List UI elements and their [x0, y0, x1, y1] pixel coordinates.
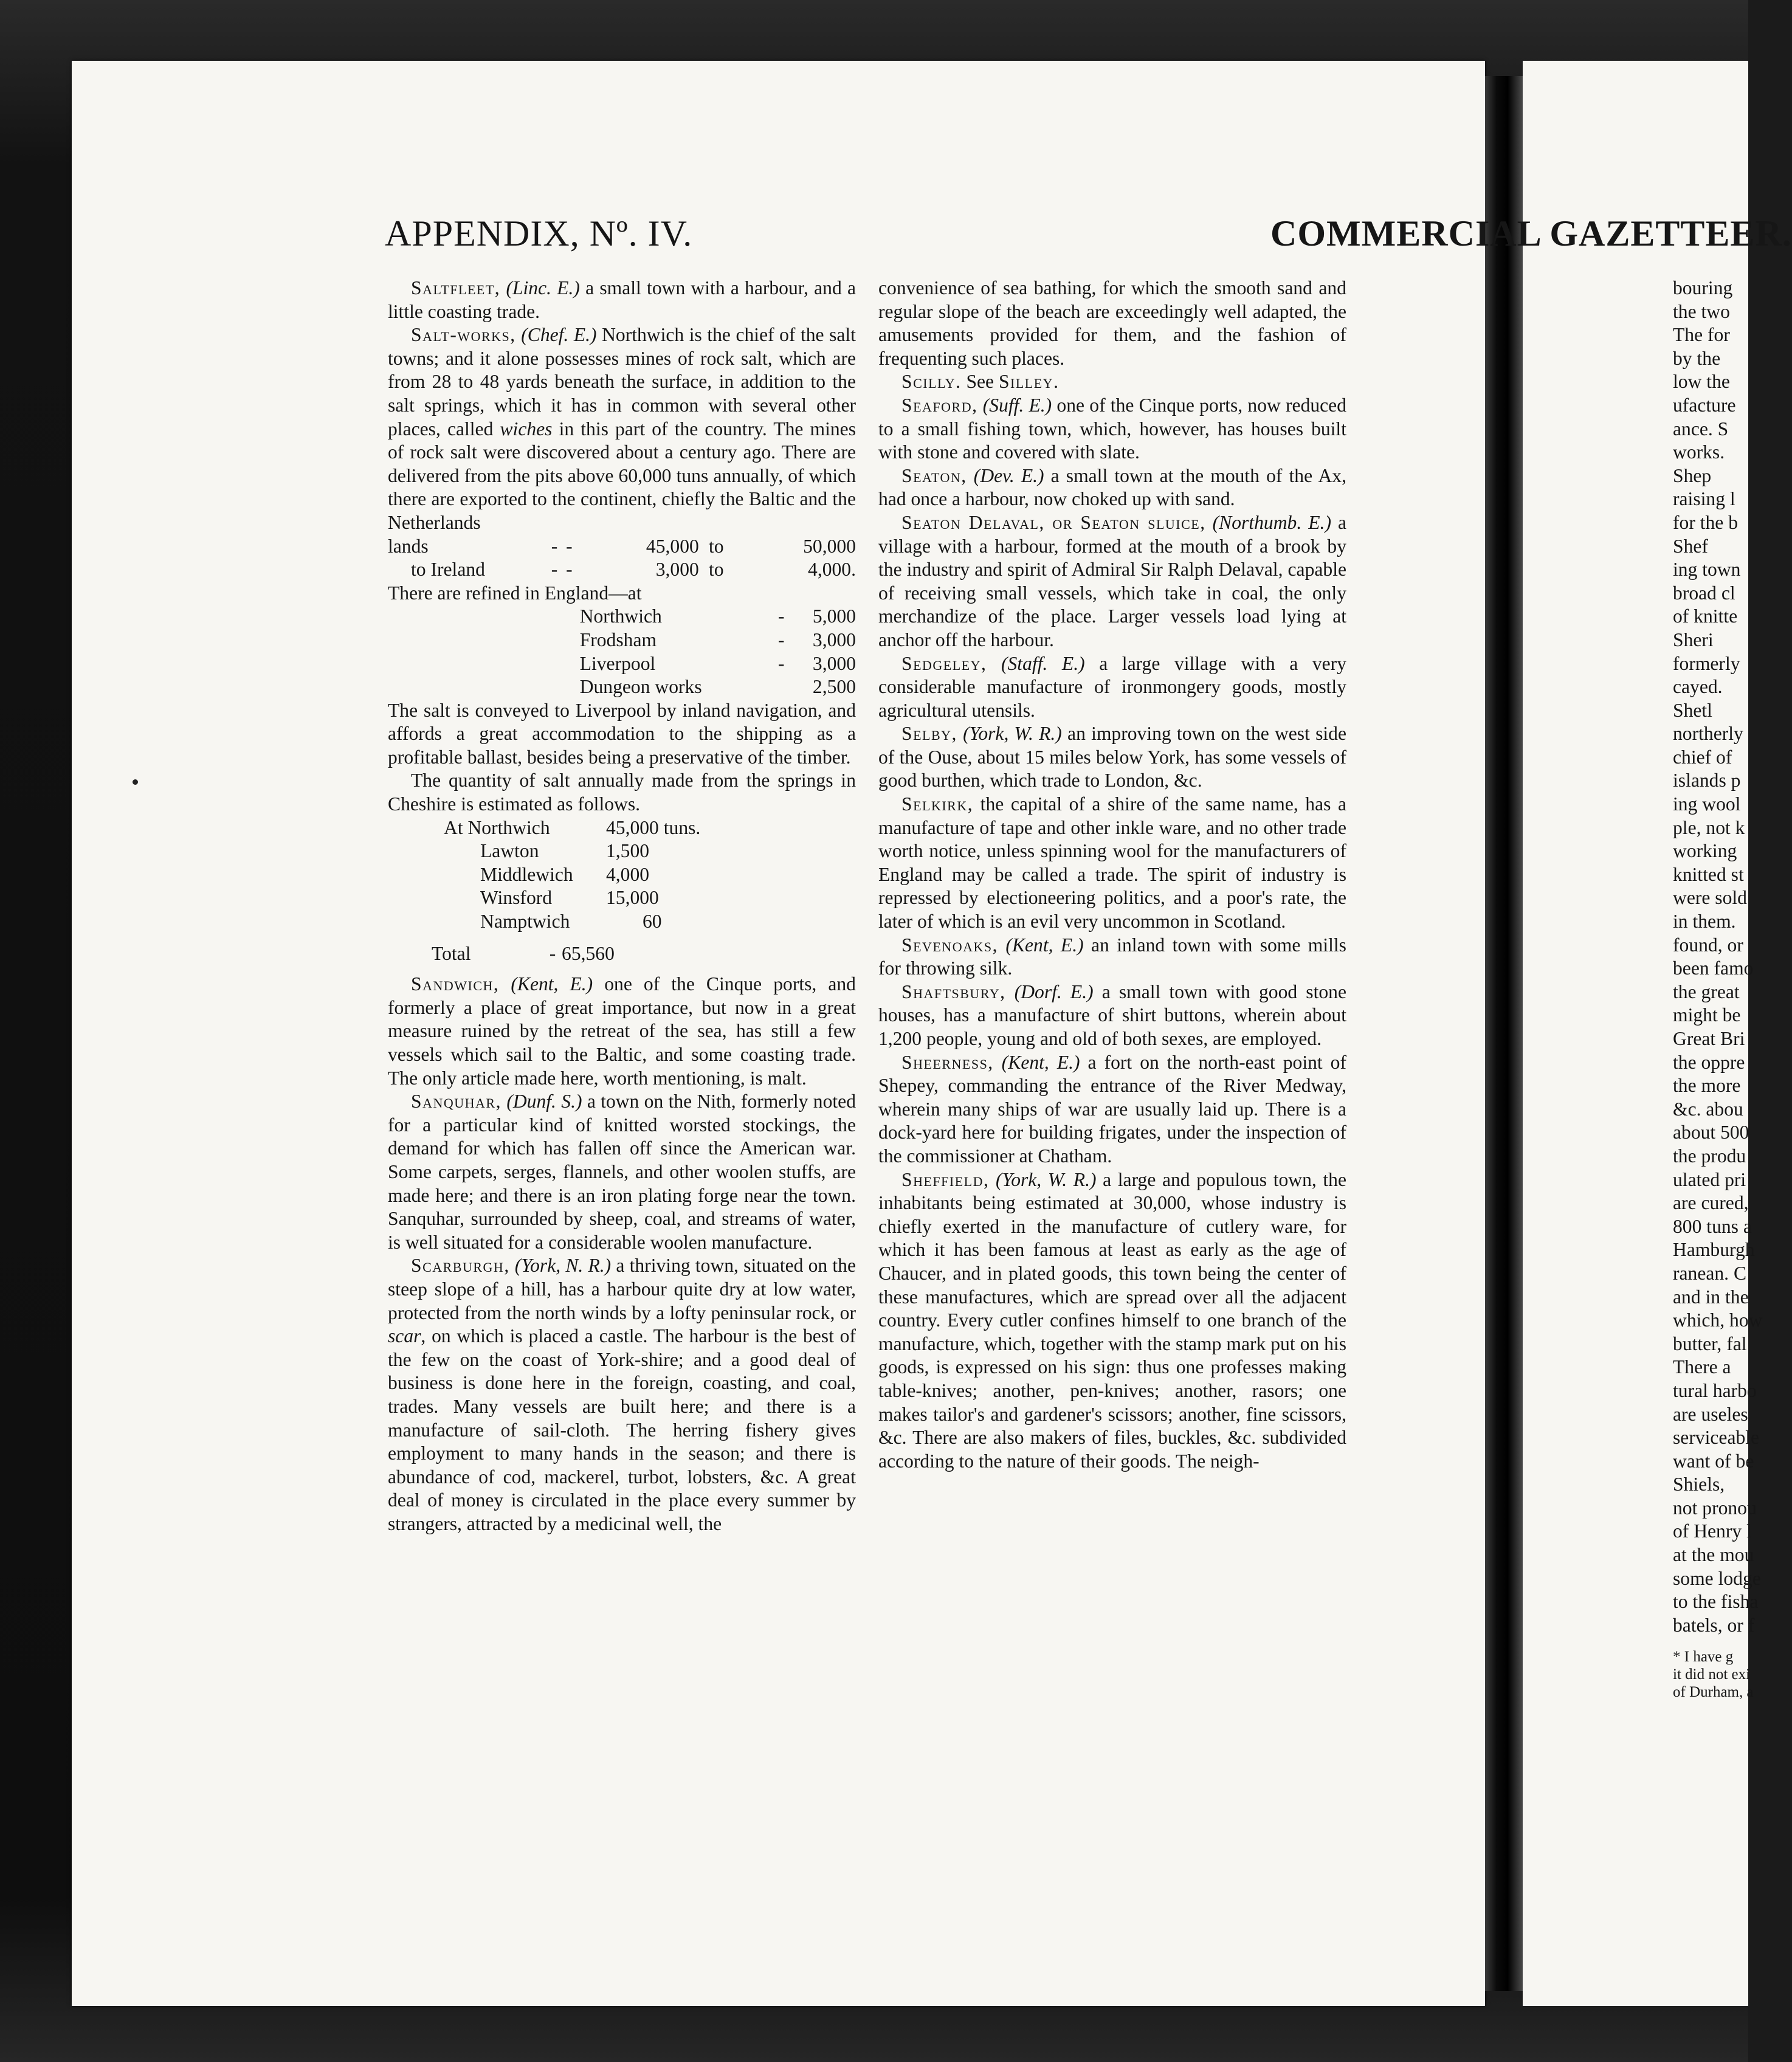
quantity-table: [444, 816, 725, 934]
refined-place: Liverpool: [579, 652, 656, 674]
dash: -: [549, 942, 556, 964]
entry-seaton: [878, 464, 1346, 511]
export-row: [388, 558, 856, 582]
locality: (Dev. E.): [973, 464, 1044, 486]
export-to-word: to: [708, 535, 724, 557]
text-column-2: [878, 277, 1346, 1473]
cropped-line: knitted st: [1673, 863, 1744, 885]
entry-scilly: [878, 370, 1346, 394]
entry-text: the capital of a shire of the same name, has a manufacture of tape and other inkle ware, and no other trade worth notice, unless spinning wool for the manufacturers of England may be called a trade. The spirit of industry is repressed by electioneering politics, and a poor's rate, the later of which is an evil very uncommon in Scotland.: [878, 793, 1346, 933]
footnote-line: of Durham, a: [1673, 1684, 1754, 1701]
cropped-line: to the fisha: [1673, 1591, 1759, 1613]
quantity-place: At Northwich: [444, 816, 550, 838]
entry-text: one of the Cinque ports, now reduced to a small fishing town, which, however, has houses built with stone and covered with slate.: [878, 394, 1347, 463]
cropped-line: ulated pri: [1673, 1168, 1746, 1190]
cropped-line: serviceable: [1673, 1427, 1760, 1449]
text-column-1: [388, 277, 856, 1536]
dash: -: [777, 652, 785, 674]
entry-sheerness: [878, 1051, 1346, 1168]
entry-selkirk: [878, 793, 1346, 934]
cropped-line: of knitte: [1673, 605, 1738, 627]
quantity-row: [444, 816, 725, 840]
cropped-line: chief of: [1673, 746, 1732, 768]
cropped-line: which, how: [1673, 1309, 1763, 1331]
cropped-line: low the: [1673, 371, 1730, 393]
refined-place: Dungeon works: [579, 676, 702, 698]
headword: Seaford,: [901, 394, 978, 416]
refined-value: 2,500: [812, 676, 856, 698]
cropped-line: about 500: [1673, 1122, 1749, 1143]
headword: Sheerness,: [901, 1051, 994, 1073]
entry-text: an improving town on the west side of the Ouse, about 15 miles below York, has some vessels of good burthen, which trade to London, &c.: [878, 723, 1346, 791]
total-row: [432, 942, 712, 966]
entry-salt-works: [388, 323, 856, 534]
entry-text: Northwich is the chief of the salt towns; and it alone possesses mines of rock salt, which are from 28 to 48 yards beneath the surface, in addition to the salt springs, which it has in common with several other places, called: [388, 324, 856, 440]
entry-text: a fort on the north-east point of Shepey, commanding the entrance of the River Medway, wherein many ships of war are usually laid up. There is a dock-yard here for building frigates, under the inspection of the commissioner at Chatham.: [878, 1051, 1346, 1167]
headword: Sevenoaks,: [901, 934, 999, 956]
locality: (Linc. E.): [506, 277, 580, 298]
locality: (York, N. R.): [514, 1255, 612, 1277]
italic-term: wiches: [500, 418, 553, 440]
locality: (Dunf. S.): [506, 1091, 582, 1112]
cropped-line: were sold: [1673, 887, 1747, 909]
refined-row: [388, 605, 856, 629]
cropped-lines: [1673, 277, 1763, 1637]
entry-shaftsbury: [878, 981, 1346, 1051]
entry-sedgeley: [878, 652, 1346, 723]
cropped-line: ranean. C: [1673, 1262, 1747, 1284]
cropped-line: Sheri: [1673, 629, 1714, 650]
dash: [776, 675, 787, 699]
entry-seaton-delaval: [878, 511, 1346, 652]
paragraph: The salt is conveyed to Liverpool by inland navigation, and affords a great accommodation to the shipping as a profitable ballast, besides being a preservative of the timber.: [388, 699, 856, 768]
headword: Sheffield,: [901, 1168, 990, 1190]
quantity-row: [444, 863, 725, 887]
cropped-line: works.: [1673, 441, 1725, 463]
cropped-line: in them.: [1673, 911, 1736, 933]
refined-place: Frodsham: [579, 629, 657, 650]
cropped-line: want of be: [1673, 1450, 1754, 1472]
entry-sevenoaks: [878, 934, 1346, 981]
cropped-line: The for: [1673, 324, 1730, 346]
headword: Selby,: [901, 723, 957, 745]
entry-seaford: [878, 394, 1346, 464]
cropped-line: ing town: [1673, 559, 1741, 581]
locality: (Staff. E.): [1001, 652, 1085, 674]
page-header-left: APPENDIX, Nº. IV.: [385, 213, 693, 253]
export-to: 50,000: [803, 535, 856, 557]
headword: Seaton,: [901, 464, 967, 486]
cropped-line: some lodge: [1673, 1567, 1761, 1589]
quantity-value: 4,000: [605, 863, 650, 885]
entry-selby: [878, 722, 1346, 793]
cropped-line: ing wool: [1673, 793, 1741, 815]
locality: (York, W. R.): [963, 723, 1062, 745]
total-value: 65,560: [562, 942, 615, 964]
continued-paragraph: convenience of sea bathing, for which the smooth sand and regular slope of the beach are exceedingly well adapted, the amusements provided for them, and the fashion of frequenting such places.: [878, 277, 1346, 369]
footnote-line: it did not exi: [1673, 1666, 1751, 1683]
headword: Sandwich,: [411, 973, 500, 995]
refined-value: 5,000: [812, 605, 856, 627]
export-label: to Ireland: [411, 559, 485, 581]
cropped-line: are cured,: [1673, 1192, 1749, 1214]
cropped-line: Shetl: [1673, 699, 1712, 721]
export-label: lands: [388, 535, 429, 557]
cropped-line: formerly: [1673, 652, 1740, 674]
locality: (Chef. E.): [521, 324, 597, 346]
locality: (Kent, E.): [1001, 1051, 1080, 1073]
cropped-line: bouring: [1673, 277, 1733, 298]
cropped-line: ple, not k: [1673, 816, 1745, 838]
cropped-line: Great Bri: [1673, 1028, 1745, 1049]
entry-scarburgh: [388, 1254, 856, 1536]
headword: Shaftsbury,: [901, 981, 1006, 1002]
headword: Sedgeley,: [901, 652, 987, 674]
quantity-value: 1,500: [605, 840, 650, 862]
headword: Salt-works,: [411, 324, 516, 346]
cropped-line: of Henry l: [1673, 1520, 1752, 1542]
quantity-place: Winsford: [480, 887, 553, 909]
entry-sheffield: [878, 1168, 1346, 1474]
cropped-line: batels, or f: [1673, 1614, 1755, 1636]
cross-reference: Silley.: [998, 371, 1060, 393]
cropped-line: ance. S: [1673, 418, 1729, 440]
cropped-line: the produ: [1673, 1145, 1746, 1167]
locality: (Kent, E.): [1005, 934, 1084, 956]
entry-text: a village with a harbour, formed at the mouth of a brook by the industry and spirit of Admiral Sir Ralph Delaval, capable of receiving small vessels, which take in coal, the only merchandize of the place. Larger vessels load lying at anchor off the harbour.: [878, 511, 1347, 650]
locality: (Dorf. E.): [1014, 981, 1094, 1002]
headword: Selkirk,: [901, 793, 974, 815]
text-column-3-cropped: [1673, 277, 1763, 1701]
cropped-line: the more: [1673, 1075, 1741, 1097]
cropped-line: raising l: [1673, 488, 1735, 510]
export-table: [388, 535, 856, 582]
refined-value: 3,000: [812, 629, 856, 650]
cropped-line: might be: [1673, 1004, 1741, 1026]
headword: Seaton Delaval, or Seaton sluice,: [901, 511, 1206, 533]
entry-text: one of the Cinque ports, and formerly a place of great importance, but now in a great measure ruined by the retreat of the sea, has still a few vessels which sail to the Baltic, and some coasting trade. The only article made here, worth mentioning, is malt.: [388, 973, 856, 1089]
entry-text: a thriving town, situated on the steep slope of a hill, has a harbour quite dry at low water, protected from the north winds by a lofty peninsular rock, or: [388, 1255, 856, 1323]
cropped-line: found, or: [1673, 934, 1743, 956]
entry-text: a small town with a harbour, and a little coasting trade.: [388, 277, 856, 322]
footnote-line: * I have g: [1673, 1649, 1734, 1666]
entry-sandwich: [388, 973, 856, 1090]
entry-text: in this part of the country. The mines of rock salt were discovered about a century ago. There are delivered from the pits above 60,000 tuns annually, of which there are exported to the continent, chiefly the Baltic and the Netherlands: [388, 418, 856, 533]
refined-row: [388, 675, 856, 699]
refined-intro: There are refined in England—at: [388, 582, 642, 604]
cropped-line: butter, fal: [1673, 1333, 1747, 1354]
dash: -: [777, 629, 785, 650]
quantity-row: [444, 840, 725, 863]
ink-speck: [133, 779, 138, 785]
headword: Sanquhar,: [411, 1091, 501, 1112]
export-to-word: to: [708, 559, 724, 581]
cropped-line: ufacture: [1673, 394, 1736, 416]
cropped-line: by the: [1673, 347, 1721, 369]
book-gutter: [1485, 76, 1523, 1991]
quantity-place: Namptwich: [480, 911, 570, 933]
entry-text: , on which is placed a castle. The harbour is the best of the few on the coast of York-shire; and a good deal of business is done here in the foreign, coasting, and coal, trades. Many vessels are built here; and there is a manufacture of sail-cloth. The herring fishery gives employment to many hands in the season; and there is abundance of cod, mackerel, turbot, lobsters, &c. A great deal of money is circulated in the place every summer by strangers, attracted by a medicinal well, the: [388, 1325, 856, 1534]
dash: -: [777, 605, 785, 627]
refined-value: 3,000: [812, 652, 856, 674]
entry-saltfleet: [388, 277, 856, 323]
cropped-line: the two: [1673, 300, 1730, 322]
cropped-line: been famo: [1673, 957, 1754, 979]
cropped-line: Hamburgh: [1673, 1239, 1755, 1261]
entry-text: See: [961, 371, 999, 393]
cropped-line: cayed.: [1673, 676, 1723, 698]
entry-text: a large and populous town, the inhabitants being estimated at 30,000, whose industry is chiefly exerted in the manufacture of cutlery ware, for which it has been famous at least as early as the age of Chaucer, and in plated goods, this town being the center of these manufactures, which are spread over all the adjacent country. Every cutler confines himself to one branch of the manufacture, which, together with the stamp mark put on his goods, is expressed on his sign: thus one professes making table-knives; another, pen-knives; another, rasors; one makes tailor's and gardener's scissors; another, fine scissors, &c. There are also makers of files, buckles, &c. subdivided according to the nature of their goods. The neigh-: [878, 1168, 1347, 1472]
cropped-line: There a: [1673, 1356, 1731, 1378]
paragraph: The quantity of salt annually made from the springs in Cheshire is estimated as follows.: [388, 770, 856, 815]
cropped-line: Shef: [1673, 535, 1708, 557]
refined-row: [388, 652, 856, 676]
cropped-line: for the b: [1673, 511, 1739, 533]
cropped-line: the oppre: [1673, 1051, 1745, 1073]
cropped-line: northerly: [1673, 723, 1743, 745]
locality: (Northumb. E.): [1212, 511, 1331, 533]
headword: Scarburgh,: [411, 1255, 510, 1277]
export-from: 45,000: [646, 535, 699, 557]
cropped-line: and in the: [1673, 1286, 1749, 1308]
refined-table: [388, 605, 856, 698]
locality: (Kent, E.): [511, 973, 593, 995]
quantity-place: Middlewich: [480, 863, 573, 885]
quantity-value: 60: [642, 911, 662, 933]
refined-row: [388, 629, 856, 652]
entry-text: a small town at the mouth of the Ax, had once a harbour, now choked up with sand.: [878, 464, 1346, 510]
entry-text: a small town with good stone houses, has a manufacture of shirt buttons, wherein about 1,200 people, young and old of both sexes, are employed.: [878, 981, 1346, 1049]
cropped-line: are useles: [1673, 1403, 1748, 1425]
cropped-line: working: [1673, 840, 1737, 862]
quantity-value: 45,000 tuns.: [605, 816, 701, 838]
page-header-right: COMMERCIAL GAZETTEER.: [1270, 213, 1792, 253]
headword: Saltfleet,: [411, 277, 501, 298]
quantity-row: [444, 886, 725, 910]
export-to: 4,000.: [808, 559, 856, 581]
cropped-line: Shep: [1673, 464, 1712, 486]
entry-text: an inland town with some mills for throwing silk.: [878, 934, 1346, 979]
export-row: [388, 535, 856, 559]
dash: -: [551, 559, 558, 581]
locality: (York, W. R.): [996, 1168, 1097, 1190]
dash: -: [566, 535, 573, 557]
dash: -: [566, 559, 573, 581]
entry-text: a town on the Nith, formerly noted for a particular kind of knitted worsted stockings, the demand for which has fallen off since the American war. Some carpets, serges, flannels, and other woolen stuffs, are made here; and there is an iron plating forge near the town. Sanquhar, surrounded by sheep, coal, and streams of water, is well situated for a considerable woolen manufacture.: [388, 1091, 856, 1253]
cropped-line: islands p: [1673, 770, 1741, 791]
export-from: 3,000: [655, 559, 699, 581]
italic-term: scar: [388, 1325, 421, 1347]
cropped-line: 800 tuns a: [1673, 1215, 1752, 1237]
cropped-line: at the mou: [1673, 1544, 1754, 1566]
cropped-line: tural harbo: [1673, 1379, 1757, 1401]
entry-text: a large village with a very considerable manufacture of ironmongery goods, mostly agricultural utensils.: [878, 652, 1346, 721]
cropped-line: the great: [1673, 981, 1740, 1002]
cropped-line: &c. abou: [1673, 1098, 1743, 1120]
cropped-line: Shiels,: [1673, 1474, 1725, 1495]
locality: (Suff. E.): [982, 394, 1052, 416]
quantity-row: [444, 910, 725, 934]
quantity-place: Lawton: [480, 840, 539, 862]
dash: -: [551, 535, 558, 557]
quantity-value: 15,000: [605, 887, 659, 909]
entry-sanquhar: [388, 1090, 856, 1254]
headword: Scilly.: [901, 371, 962, 393]
cropped-line: not pronou: [1673, 1497, 1757, 1519]
total-label: Total: [432, 942, 471, 964]
cropped-line: broad cl: [1673, 582, 1735, 604]
footnote: [1673, 1648, 1754, 1701]
refined-place: Northwich: [579, 605, 662, 627]
